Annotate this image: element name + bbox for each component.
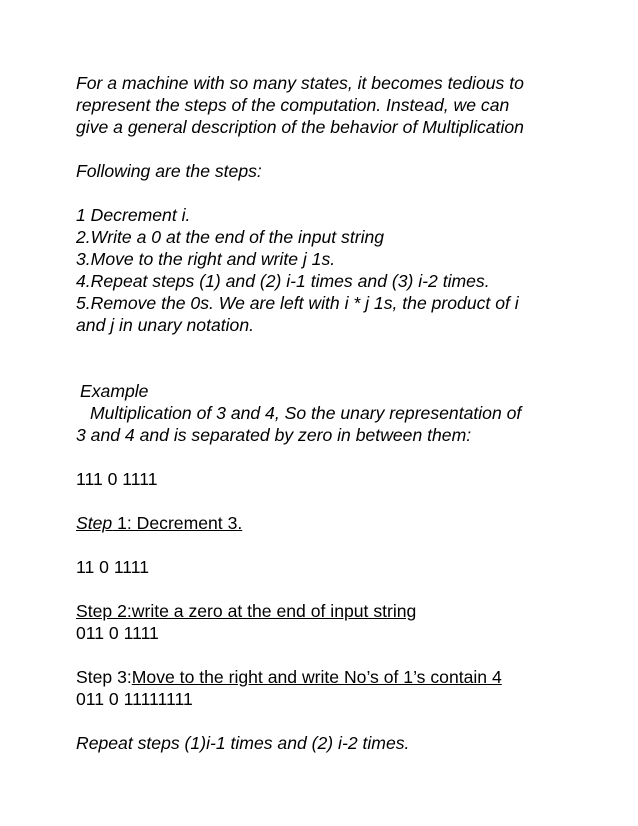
tape-after-step3: 011 0 11111111 — [76, 689, 193, 709]
step1-label: Step — [76, 513, 113, 533]
document-body — [76, 72, 566, 754]
initial-tape: 111 0 1111 — [76, 469, 158, 489]
intro-line-2: represent the steps of the computation. Instead, we can — [76, 95, 510, 115]
example-description-line-1: Multiplication of 3 and 4, So the unary representation of — [90, 403, 522, 423]
step-item-4: 4.Repeat steps (1) and (2) i-1 times and (3) i-2 times. — [76, 271, 490, 291]
example-heading: Example — [80, 381, 149, 401]
tape-after-step2: 011 0 1111 — [76, 623, 159, 643]
step1-heading — [76, 512, 566, 534]
step-item-3: 3.Move to the right and write j 1s. — [76, 249, 336, 269]
step3-label: Step 3: — [76, 667, 132, 687]
following-heading: Following are the steps: — [76, 161, 262, 181]
step-item-5-continued: and j in unary notation. — [76, 315, 255, 335]
step2-heading: Step 2:write a zero at the end of input string — [76, 601, 417, 621]
intro-line-1: For a machine with so many states, it becomes tedious to — [76, 73, 524, 93]
tape-after-step1: 11 0 1111 — [76, 557, 150, 577]
repeat-instruction: Repeat steps (1)i-1 times and (2) i-2 times. — [76, 733, 410, 753]
intro-line-3: give a general description of the behavior of Multiplication — [76, 117, 524, 137]
step3-text: Move to the right and write No’s of 1’s contain 4 — [131, 667, 502, 687]
step3-heading — [76, 666, 566, 688]
step-item-2: 2.Write a 0 at the end of the input string — [76, 227, 385, 247]
step1-text: 1: Decrement 3. — [112, 513, 243, 533]
step-item-5: 5.Remove the 0s. We are left with i * j 1s, the product of i — [76, 293, 519, 313]
step-item-1: 1 Decrement i. — [76, 205, 191, 225]
example-description-line-2: 3 and 4 and is separated by zero in between them: — [76, 425, 472, 445]
